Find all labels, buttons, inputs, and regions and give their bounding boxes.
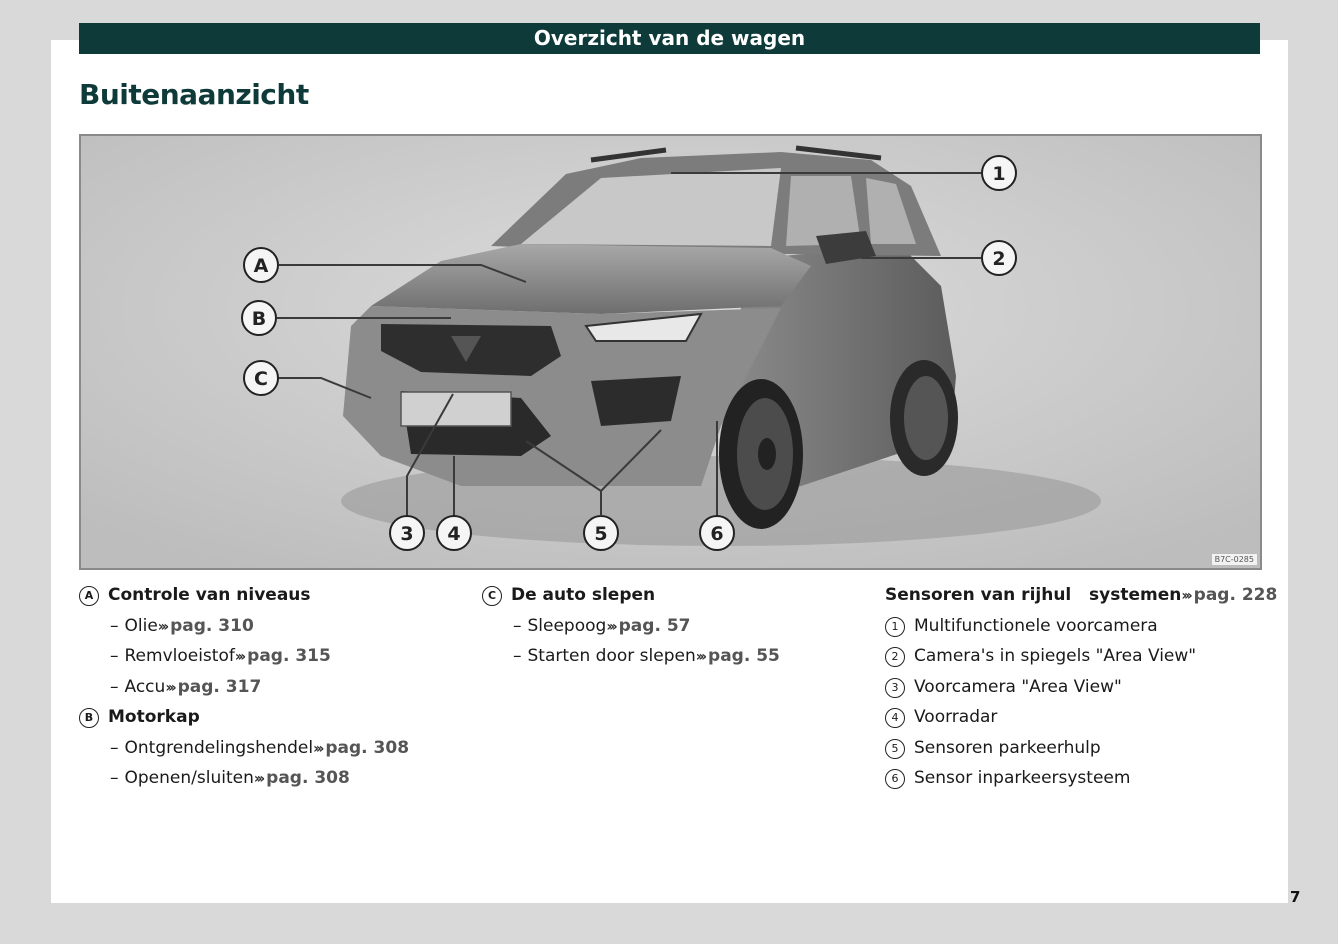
section-c-heading xyxy=(482,584,872,615)
list-item: – Accu››› pag. 317 xyxy=(110,676,262,697)
page-title: Buitenaanzicht xyxy=(79,78,309,111)
ref-arrows-icon: ››› xyxy=(253,771,263,787)
page-ref-link[interactable]: pag. 310 xyxy=(170,615,254,636)
list-item: – Olie››› pag. 310 xyxy=(110,615,254,636)
list-item: – Ontgrendelingshendel››› pag. 308 xyxy=(110,737,410,758)
section-b-heading xyxy=(79,706,469,737)
badge-a: A xyxy=(79,586,99,606)
badge-b: B xyxy=(79,708,99,728)
ref-arrows-icon: ››› xyxy=(157,618,167,635)
ref-arrows-icon: ››› xyxy=(1181,588,1190,604)
svg-text:C: C xyxy=(254,368,268,390)
item-label: Olie xyxy=(124,615,158,636)
number-badge: 3 xyxy=(885,678,905,698)
number-badge: 5 xyxy=(885,739,905,759)
svg-text:1: 1 xyxy=(992,163,1006,185)
page-ref-link[interactable]: pag. 228 xyxy=(1193,585,1278,605)
ref-arrows-icon: ››› xyxy=(234,649,244,665)
page-ref-link[interactable]: pag. 57 xyxy=(618,615,691,636)
list-item xyxy=(885,767,1265,798)
badge-c: C xyxy=(482,586,502,606)
item-label: Sleepoog xyxy=(527,615,607,636)
page-ref-link[interactable]: pag. 55 xyxy=(708,646,780,666)
list-item xyxy=(885,706,1265,737)
column-middle xyxy=(482,584,872,676)
callout-6 xyxy=(700,516,734,550)
section-c-title: De auto slepen xyxy=(511,585,656,605)
sensors-heading xyxy=(885,584,1278,615)
svg-text:5: 5 xyxy=(594,523,608,545)
page-ref-link[interactable]: pag. 308 xyxy=(325,737,410,758)
item-label: Ontgrendelingshendel xyxy=(124,737,314,758)
figure-code: B7C-0285 xyxy=(1211,553,1258,566)
list-item: – Starten door slepen››› pag. 55 xyxy=(513,646,780,666)
sensors-title: Sensoren van rijhul systemen xyxy=(885,585,1182,605)
svg-text:A: A xyxy=(253,255,269,277)
list-item xyxy=(885,615,1265,646)
callout-4 xyxy=(437,516,471,550)
item-label: Voorcamera "Area View" xyxy=(914,676,1122,697)
car-illustration xyxy=(81,136,1260,568)
number-badge: 6 xyxy=(885,769,905,789)
callout-2 xyxy=(982,241,1016,275)
car-exterior-figure xyxy=(79,134,1262,570)
section-b-title: Motorkap xyxy=(108,707,200,727)
list-item: – Openen/sluiten››› pag. 308 xyxy=(110,768,350,788)
chapter-header: Overzicht van de wagen xyxy=(79,23,1260,54)
column-right xyxy=(885,584,1278,798)
section-a-title: Controle van niveaus xyxy=(108,585,311,605)
ref-arrows-icon: ››› xyxy=(695,649,705,665)
callout-a xyxy=(244,248,278,282)
page-ref-link[interactable]: pag. 317 xyxy=(177,676,262,697)
svg-text:B: B xyxy=(251,308,267,330)
callout-b xyxy=(242,301,276,335)
list-item: – Sleepoog››› pag. 57 xyxy=(513,615,691,636)
svg-text:4: 4 xyxy=(447,523,461,545)
item-label: Multifunctionele voorcamera xyxy=(914,615,1158,636)
list-item xyxy=(885,676,1265,707)
number-badge: 4 xyxy=(885,708,905,728)
item-label: Openen/sluiten xyxy=(124,768,254,788)
column-left xyxy=(79,584,469,798)
ref-arrows-icon: ››› xyxy=(165,679,174,696)
item-label: Voorradar xyxy=(914,707,998,727)
section-a-heading xyxy=(79,584,469,615)
item-label: Sensor inparkeersysteem xyxy=(914,768,1131,788)
item-label: Accu xyxy=(124,676,166,697)
list-item xyxy=(885,645,1265,676)
svg-text:2: 2 xyxy=(992,248,1006,270)
svg-text:3: 3 xyxy=(400,523,414,545)
callout-c xyxy=(244,361,278,395)
item-label: Camera's in spiegels "Area View" xyxy=(914,646,1197,666)
number-badge: 1 xyxy=(885,617,905,637)
page-ref-link[interactable]: pag. 308 xyxy=(266,768,350,788)
item-label: Sensoren parkeerhulp xyxy=(914,737,1101,758)
number-badge: 2 xyxy=(885,647,905,667)
callout-1 xyxy=(982,156,1016,190)
list-item: – Remvloeistof››› pag. 315 xyxy=(110,646,331,666)
page-ref-link[interactable]: pag. 315 xyxy=(247,646,331,666)
page-number: 7 xyxy=(1290,888,1301,906)
item-label: Remvloeistof xyxy=(124,646,235,666)
ref-arrows-icon: ››› xyxy=(606,618,615,635)
svg-text:6: 6 xyxy=(710,523,724,545)
item-label: Starten door slepen xyxy=(527,646,696,666)
ref-arrows-icon: ››› xyxy=(313,740,322,757)
callout-3 xyxy=(390,516,424,550)
list-item xyxy=(885,737,1265,768)
